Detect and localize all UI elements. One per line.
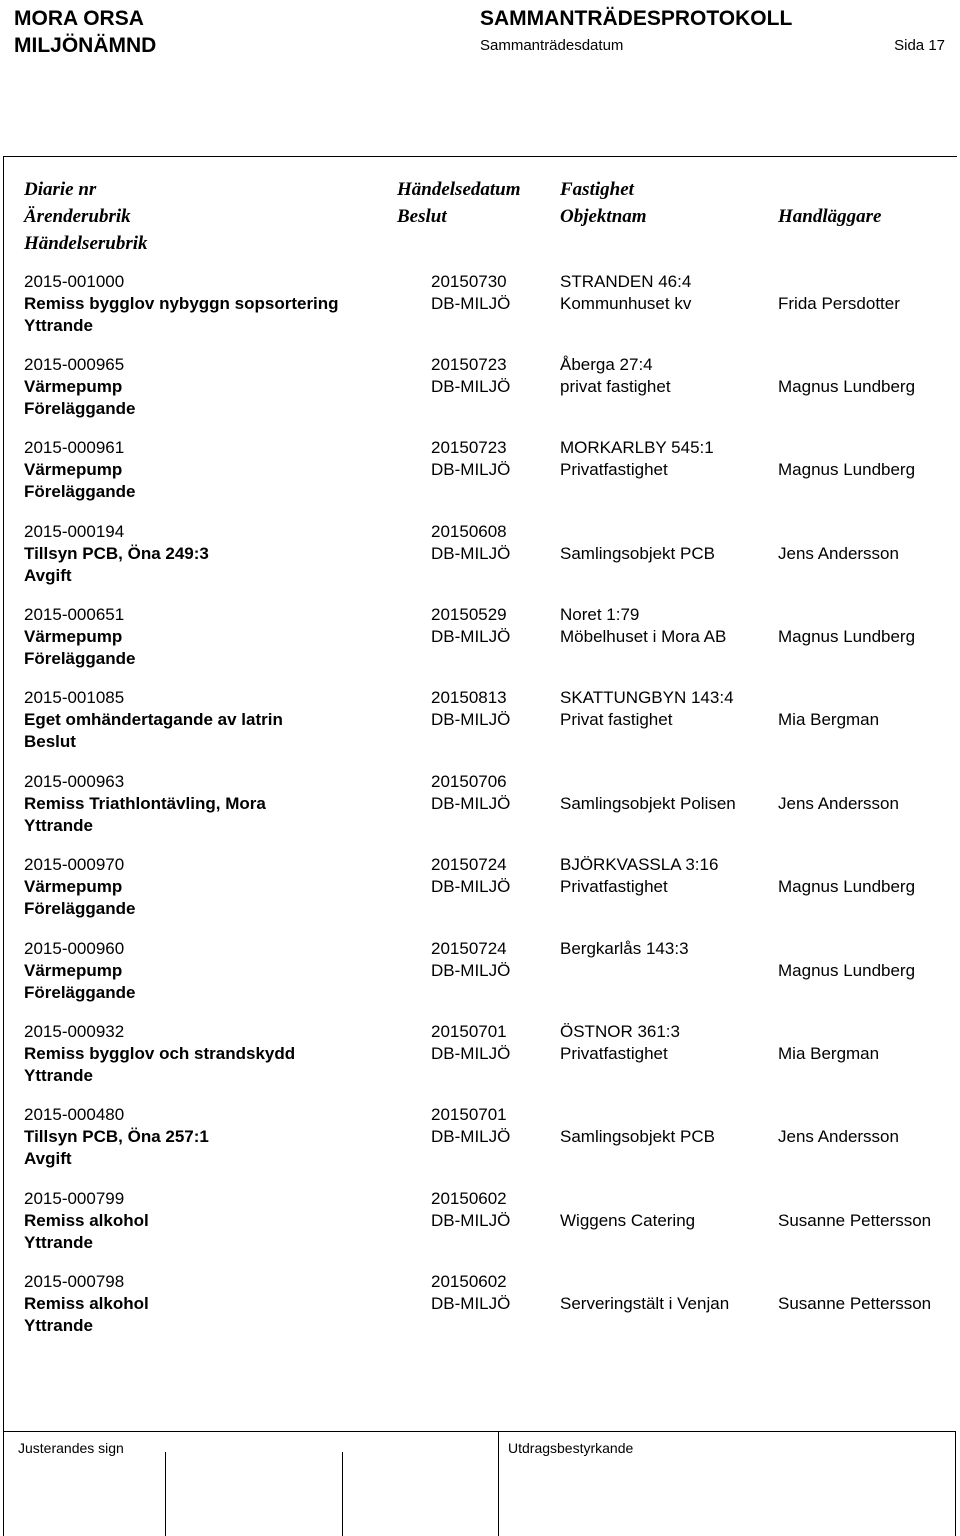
diarie-nr: 2015-000932 [24,1022,125,1041]
col-header-fastighet: Fastighet [560,179,634,200]
handelserubrik: Avgift [24,1149,72,1168]
diarie-nr: 2015-000194 [24,522,125,541]
beslut: DB-MILJÖ [431,877,511,896]
beslut: DB-MILJÖ [431,1294,511,1313]
fastighet: SKATTUNGBYN 143:4 [560,688,734,707]
handelsedatum: 20150701 [431,1105,507,1124]
case-entry [0,272,960,338]
diarie-nr: 2015-000965 [24,355,125,374]
objektnam: privat fastighet [560,377,671,396]
case-entry [0,605,960,671]
diarie-nr: 2015-000961 [24,438,125,457]
footer-border-left [3,1431,4,1536]
arenderubrik: Remiss bygglov nybyggn sopsortering [24,294,339,313]
objektnam: Möbelhuset i Mora AB [560,627,727,646]
fastighet: MORKARLBY 545:1 [560,438,714,457]
diarie-nr: 2015-000798 [24,1272,125,1291]
col-header-handelserubrik: Händelserubrik [24,233,148,254]
handelsedatum: 20150813 [431,688,507,707]
fastighet: Noret 1:79 [560,605,640,624]
handlaggare: Jens Andersson [778,1127,899,1146]
beslut: DB-MILJÖ [431,377,511,396]
arenderubrik: Remiss bygglov och strandskydd [24,1044,296,1063]
arenderubrik: Värmepump [24,377,123,396]
objektnam: Privatfastighet [560,1044,668,1063]
handelserubrik: Föreläggande [24,983,136,1002]
footer-divider [3,1431,956,1432]
handlaggare: Jens Andersson [778,544,899,563]
handlaggare: Magnus Lundberg [778,460,916,479]
col-header-handelsedatum: Händelsedatum [397,179,521,200]
handelsedatum: 20150723 [431,438,507,457]
footer-border-right [955,1431,956,1536]
diarie-nr: 2015-000970 [24,855,125,874]
beslut: DB-MILJÖ [431,710,511,729]
handelserubrik: Yttrande [24,1066,93,1085]
handlaggare: Magnus Lundberg [778,877,916,896]
handlaggare: Susanne Pettersson [778,1294,932,1313]
handlaggare: Mia Bergman [778,1044,880,1063]
case-entry [0,939,960,1005]
handlaggare: Jens Andersson [778,794,899,813]
case-entry [0,688,960,754]
handelsedatum: 20150701 [431,1022,507,1041]
handlaggare: Magnus Lundberg [778,377,916,396]
case-entry [0,522,960,588]
arenderubrik: Eget omhändertagande av latrin [24,710,283,729]
objektnam: Serveringstält i Venjan [560,1294,730,1313]
handlaggare: Mia Bergman [778,710,880,729]
beslut: DB-MILJÖ [431,544,511,563]
handelserubrik: Yttrande [24,1316,93,1335]
handlaggare: Magnus Lundberg [778,961,916,980]
objektnam: Privat fastighet [560,710,673,729]
case-entry [0,1189,960,1255]
handelsedatum: 20150723 [431,355,507,374]
case-entry [0,855,960,921]
beslut: DB-MILJÖ [431,627,511,646]
justerandes-sign-label: Justerandes sign [18,1440,124,1456]
handelsedatum: 20150724 [431,939,507,958]
beslut: DB-MILJÖ [431,1127,511,1146]
document-title: SAMMANTRÄDESPROTOKOLL [480,7,793,30]
handlaggare: Frida Persdotter [778,294,900,313]
org-name [14,5,156,59]
case-entry [0,1022,960,1088]
col-header-handlaggare: Handläggare [778,206,882,227]
handelsedatum: 20150706 [431,772,507,791]
meeting-date-label: Sammanträdesdatum [480,37,624,54]
col-header-arenderubrik: Ärenderubrik [24,206,131,227]
handelserubrik: Yttrande [24,1233,93,1252]
diarie-nr: 2015-001000 [24,272,125,291]
objektnam: Privatfastighet [560,877,668,896]
beslut: DB-MILJÖ [431,794,511,813]
handelsedatum: 20150730 [431,272,507,291]
diarie-nr: 2015-000963 [24,772,125,791]
org-name-line1: MORA ORSA [14,7,144,30]
fastighet: Bergkarlås 143:3 [560,939,689,958]
handelsedatum: 20150529 [431,605,507,624]
handelserubrik: Beslut [24,732,76,751]
diarie-nr: 2015-000960 [24,939,125,958]
utdragsbestyrkande-label: Utdragsbestyrkande [508,1440,634,1456]
diarie-nr: 2015-000480 [24,1105,125,1124]
diarie-nr: 2015-000651 [24,605,125,624]
arenderubrik: Tillsyn PCB, Öna 249:3 [24,544,209,563]
handlaggare: Susanne Pettersson [778,1211,932,1230]
handelserubrik: Föreläggande [24,899,136,918]
col-header-beslut: Beslut [397,206,447,227]
col-header-objektnam: Objektnam [560,206,647,227]
objektnam: Privatfastighet [560,460,668,479]
arenderubrik: Remiss Triathlontävling, Mora [24,794,266,813]
objektnam: Kommunhuset kv [560,294,692,313]
page-number: Sida 17 [894,37,945,54]
arenderubrik: Värmepump [24,627,123,646]
handelsedatum: 20150602 [431,1272,507,1291]
objektnam: Samlingsobjekt PCB [560,544,715,563]
diarie-nr: 2015-001085 [24,688,125,707]
beslut: DB-MILJÖ [431,1211,511,1230]
org-name-line2: MILJÖNÄMND [14,34,157,57]
case-entry [0,1272,960,1338]
case-entry [0,772,960,838]
handelserubrik: Yttrande [24,316,93,335]
handelserubrik: Föreläggande [24,399,136,418]
handelsedatum: 20150608 [431,522,507,541]
arenderubrik: Värmepump [24,877,123,896]
beslut: DB-MILJÖ [431,294,511,313]
handelserubrik: Yttrande [24,816,93,835]
signature-box-divider [165,1452,166,1536]
fastighet: BJÖRKVASSLA 3:16 [560,855,719,874]
handelsedatum: 20150602 [431,1189,507,1208]
beslut: DB-MILJÖ [431,460,511,479]
fastighet: Åberga 27:4 [560,355,653,374]
arenderubrik: Värmepump [24,460,123,479]
col-header-diarie-nr: Diarie nr [24,179,97,200]
handelserubrik: Föreläggande [24,649,136,668]
objektnam: Wiggens Catering [560,1211,696,1230]
footer-border-middle [498,1431,499,1536]
handelsedatum: 20150724 [431,855,507,874]
objektnam: Samlingsobjekt PCB [560,1127,715,1146]
case-entry [0,438,960,504]
handelserubrik: Föreläggande [24,482,136,501]
case-entry [0,1105,960,1171]
handlaggare: Magnus Lundberg [778,627,916,646]
arenderubrik: Remiss alkohol [24,1294,149,1313]
arenderubrik: Remiss alkohol [24,1211,149,1230]
beslut: DB-MILJÖ [431,1044,511,1063]
objektnam: Samlingsobjekt Polisen [560,794,736,813]
case-entry [0,355,960,421]
beslut: DB-MILJÖ [431,961,511,980]
signature-box-divider [342,1452,343,1536]
handelserubrik: Avgift [24,566,72,585]
arenderubrik: Tillsyn PCB, Öna 257:1 [24,1127,209,1146]
fastighet: ÖSTNOR 361:3 [560,1022,680,1041]
arenderubrik: Värmepump [24,961,123,980]
fastighet: STRANDEN 46:4 [560,272,692,291]
diarie-nr: 2015-000799 [24,1189,125,1208]
